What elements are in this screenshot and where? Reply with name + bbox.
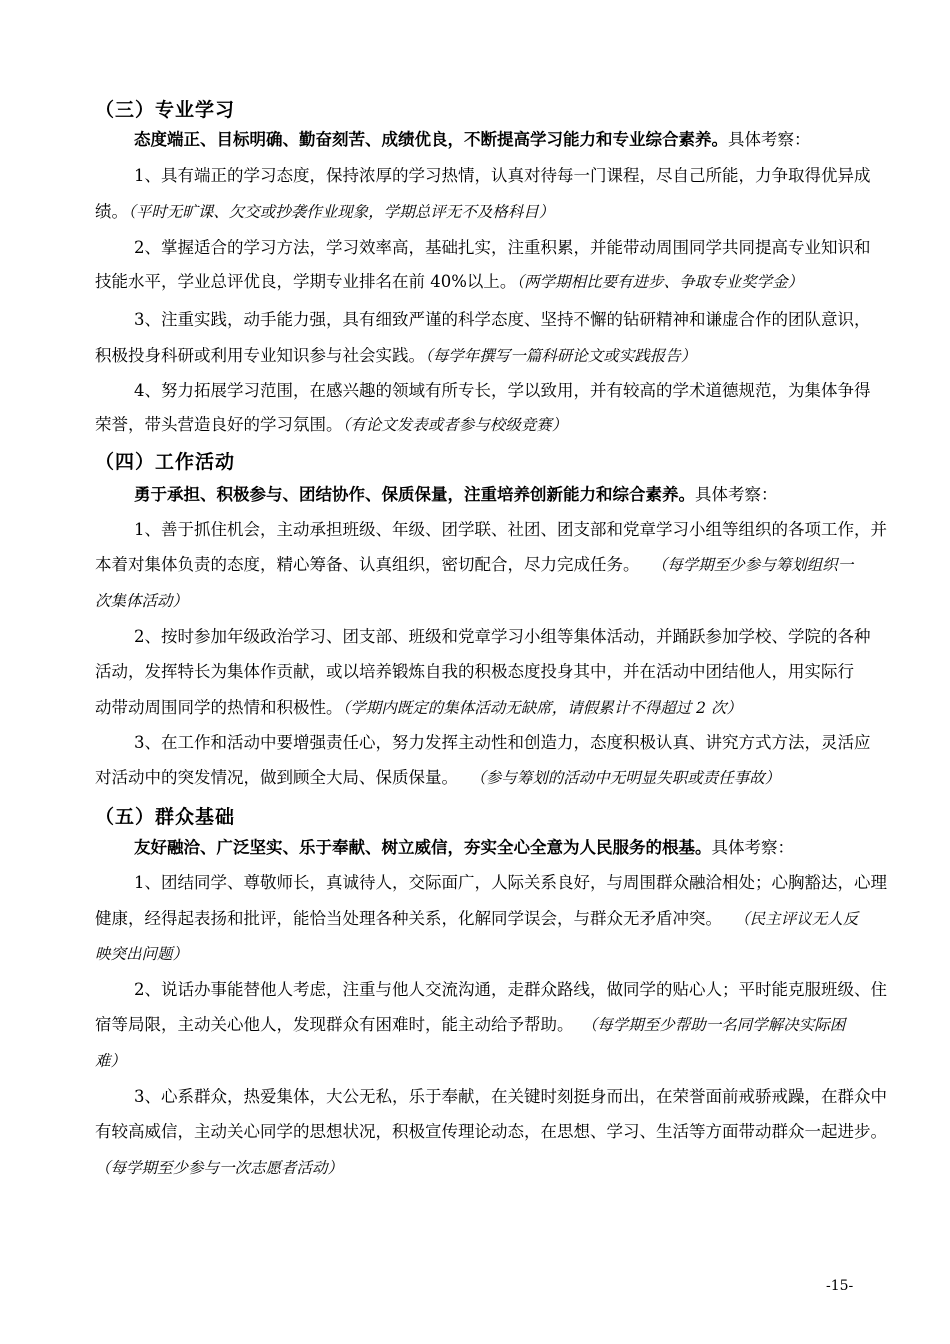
paragraph-line: 健康，经得起表扬和批评，能恰当处理各种关系，化解同学误会，与群众无矛盾冲突。 （民主评议无人反	[95, 909, 859, 928]
section-lead-5: 友好融洽、广泛坚实、乐于奉献、树立威信，夯实全心全意为人民服务的根基。具体考察：	[134, 838, 794, 857]
paragraph-line: 有较高威信，主动关心同学的思想状况，积极宣传理论动态，在思想、学习、生活等方面带动群众一起进步。	[95, 1122, 887, 1141]
paragraph-line: 本着对集体负责的态度，精心筹备、认真组织，密切配合，尽力完成任务。 （每学期至少参与筹划组织一	[95, 555, 854, 574]
paragraph-line: 宿等局限，主动关心他人，发现群众有困难时，能主动给予帮助。 （每学期至少帮助一名同学解决实际困	[95, 1015, 846, 1034]
section-lead-3: 态度端正、目标明确、勤奋刻苦、成绩优良，不断提高学习能力和专业综合素养。具体考察：	[134, 130, 811, 149]
paragraph-line: 绩。（平时无旷课、欠交或抄袭作业现象，学期总评无不及格科目）	[95, 202, 555, 221]
paragraph-line: 次集体活动）	[95, 592, 189, 610]
paragraph-line: 积极投身科研或利用专业知识参与社会实践。（每学年撰写一篇科研论文或实践报告）	[95, 346, 697, 365]
paragraph-line: 动带动周围同学的热情和积极性。（学期内既定的集体活动无缺席，请假累计不得超过 2 次）	[95, 698, 742, 717]
paragraph-line: 3、心系群众，热爱集体，大公无私，乐于奉献，在关键时刻挺身而出，在荣誉面前戒骄戒躁，在群众中	[134, 1087, 887, 1106]
paragraph-line: （每学期至少参与一次志愿者活动）	[95, 1159, 344, 1177]
paragraph-line: 难）	[95, 1052, 127, 1070]
paragraph-line: 3、在工作和活动中要增强责任心，努力发挥主动性和创造力，态度积极认真、讲究方式方法，灵活应	[134, 733, 871, 752]
paragraph-line: 1、善于抓住机会，主动承担班级、年级、团学联、社团、团支部和党章学习小组等组织的各项工作，并	[134, 520, 887, 539]
paragraph-line: 对活动中的突发情况，做到顾全大局、保质保量。 （参与筹划的活动中无明显失职或责任事故）	[95, 768, 781, 787]
paragraph-line: 1、具有端正的学习态度，保持浓厚的学习热情，认真对待每一门课程，尽自己所能，力争取得优异成	[134, 166, 871, 185]
paragraph-line: 2、说话办事能替他人考虑，注重与他人交流沟通，走群众路线，做同学的贴心人；平时能克服班级、住	[134, 980, 887, 999]
paragraph-line: 技能水平，学业总评优良，学期专业排名在前 40%以上。（两学期相比要有进步、争取专业奖学金）	[95, 272, 804, 291]
paragraph-line: 荣誉，带头营造良好的学习氛围。（有论文发表或者参与校级竞赛）	[95, 415, 568, 434]
paragraph-line: 2、掌握适合的学习方法，学习效率高，基础扎实，注重积累，并能带动周围同学共同提高专业知识和	[134, 238, 871, 257]
section-heading-4: （四）工作活动	[95, 451, 236, 473]
section-heading-3: （三）专业学习	[95, 99, 236, 121]
section-heading-5: （五）群众基础	[95, 806, 236, 828]
page-number: -15-	[826, 1278, 854, 1294]
paragraph-line: 映突出问题）	[95, 945, 189, 963]
section-lead-4: 勇于承担、积极参与、团结协作、保质保量，注重培养创新能力和综合素养。具体考察：	[134, 485, 778, 504]
paragraph-line: 3、注重实践，动手能力强，具有细致严谨的科学态度、坚持不懈的钻研精神和谦虚合作的团队意识，	[134, 310, 871, 329]
paragraph-line: 2、按时参加年级政治学习、团支部、班级和党章学习小组等集体活动，并踊跃参加学校、学院的各种	[134, 627, 871, 646]
paragraph-line: 活动，发挥特长为集体作贡献，或以培养锻炼自我的积极态度投身其中，并在活动中团结他人，用实际行	[95, 662, 854, 681]
paragraph-line: 1、团结同学、尊敬师长，真诚待人，交际面广，人际关系良好，与周围群众融洽相处；心胸豁达，心理	[134, 873, 887, 892]
paragraph-line: 4、努力拓展学习范围，在感兴趣的领域有所专长，学以致用，并有较高的学术道德规范，为集体争得	[134, 381, 871, 400]
